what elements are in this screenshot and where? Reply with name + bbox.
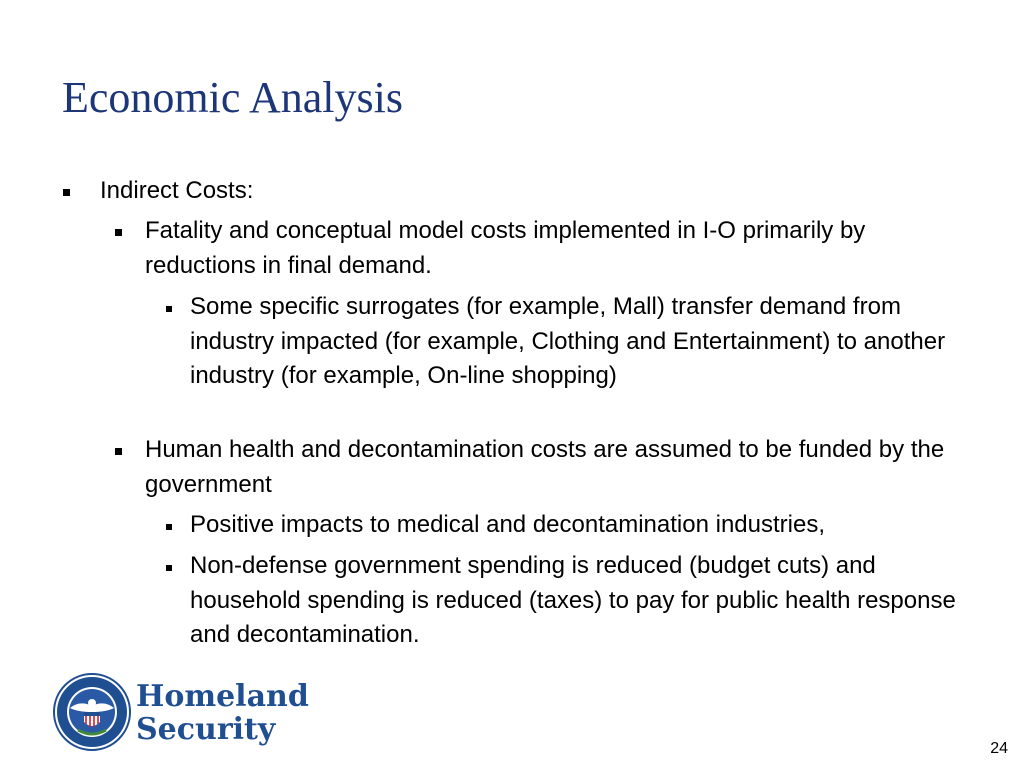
bullet-text: Fatality and conceptual model costs implemented in I-O primarily by reductions in final demand. — [145, 217, 866, 279]
dhs-seal-icon — [52, 672, 132, 752]
slide-title: Economic Analysis — [62, 73, 403, 122]
square-bullet-icon — [166, 565, 172, 571]
square-bullet-icon — [115, 229, 122, 236]
bullet-indirect-costs — [100, 174, 970, 209]
square-bullet-icon — [115, 448, 122, 455]
logo-line-homeland: Homeland — [136, 679, 309, 714]
bullet-text: Some specific surrogates (for example, Mall) transfer demand from industry impacted (for example, Clothing and Entertainment) to another industry (for example, On-line shopping) — [190, 293, 946, 389]
logo-line-security: Security — [136, 712, 276, 747]
bullet-non-defense — [190, 549, 960, 653]
bullet-positive-impacts — [190, 508, 960, 543]
bullet-text: Indirect Costs: — [100, 177, 254, 204]
bullet-surrogates — [190, 290, 960, 394]
bullet-text: Human health and decontamination costs are assumed to be funded by the government — [145, 436, 945, 498]
square-bullet-icon — [166, 524, 172, 530]
bullet-text: Non-defense government spending is reduced (budget cuts) and household spending is reduced (taxes) to pay for public health response and decontamination. — [190, 552, 956, 648]
square-bullet-icon — [166, 306, 172, 312]
bullet-text: Positive impacts to medical and decontamination industries, — [190, 511, 825, 538]
bullet-fatality-costs — [145, 214, 975, 283]
dhs-logo — [52, 672, 312, 752]
square-bullet-icon — [63, 189, 70, 196]
page-number: 24 — [990, 740, 1008, 757]
dhs-wordmark — [136, 680, 309, 746]
bullet-human-health — [145, 433, 975, 502]
